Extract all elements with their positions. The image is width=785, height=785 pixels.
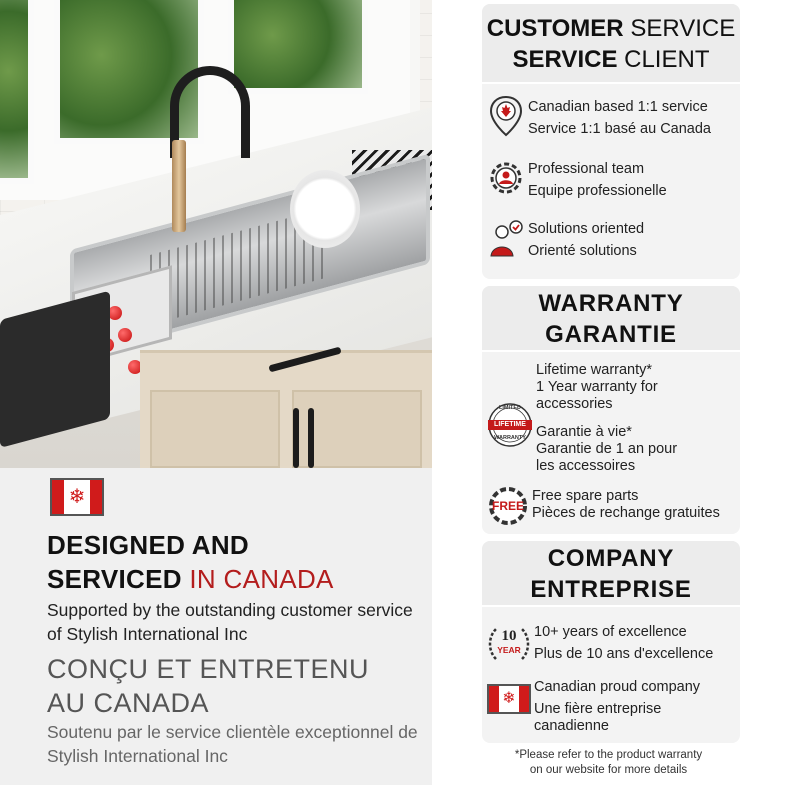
door-handle	[308, 408, 314, 468]
customer-service-card	[482, 4, 740, 279]
supported-text: Supported by the outstanding customer service of Stylish International Inc	[47, 600, 413, 644]
service-item-team: Professional team Equipe professionelle	[486, 158, 667, 202]
service-item-solutions: Solutions oriented Orienté solutions	[486, 218, 644, 262]
company-item-canadian: ❄ Canadian proud company Une fière entreprise canadienne	[486, 679, 700, 735]
warranty-item-fr: Garantie à vie* Garantie de 1 an pour les accessoires	[536, 424, 678, 474]
map-pin-maple-leaf-icon	[486, 96, 526, 136]
canada-flag-icon: ❄	[486, 679, 532, 719]
free-gear-badge-icon: FREE	[486, 484, 530, 528]
product-photo	[0, 0, 432, 468]
team-gear-icon	[486, 158, 526, 198]
designed-heading: DESIGNED AND SERVICED IN CANADA	[47, 530, 334, 594]
support-agent-icon	[486, 218, 526, 258]
customer-service-title: CUSTOMER SERVICE SERVICE CLIENT	[482, 4, 740, 84]
features-column	[432, 0, 785, 785]
ten-year-laurel-icon: 10 YEAR	[486, 621, 532, 667]
lifetime-warranty-badge-icon: LIMITED LIFETIME WARRANTY	[487, 402, 533, 448]
french-heading: CONÇU ET ENTRETENU AU CANADA	[47, 654, 370, 718]
company-title: COMPANY ENTREPRISE	[482, 541, 740, 607]
door-handle	[293, 408, 299, 468]
warranty-item-en: Lifetime warranty* 1 Year warranty for accessories	[536, 362, 658, 412]
white-plates	[290, 170, 360, 248]
faucet-body	[172, 140, 186, 232]
canada-flag-icon: ❄	[50, 478, 104, 516]
company-card	[482, 541, 740, 743]
service-item-canadian: Canadian based 1:1 service Service 1:1 basé au Canada	[486, 96, 711, 140]
company-item-years: 10 YEAR 10+ years of excellence Plus de 10 ans d'excellence	[486, 621, 713, 667]
warranty-item-spare-parts: FREE Free spare parts Pièces de rechange gratuites	[486, 484, 720, 528]
warranty-footnote: *Please refer to the product warranty on our website for more details	[514, 749, 703, 776]
warranty-card	[482, 286, 740, 534]
french-supported-text: Soutenu par le service clientèle exceptionnel de Stylish International Inc	[47, 722, 418, 766]
warranty-title: WARRANTY GARANTIE	[482, 286, 740, 352]
